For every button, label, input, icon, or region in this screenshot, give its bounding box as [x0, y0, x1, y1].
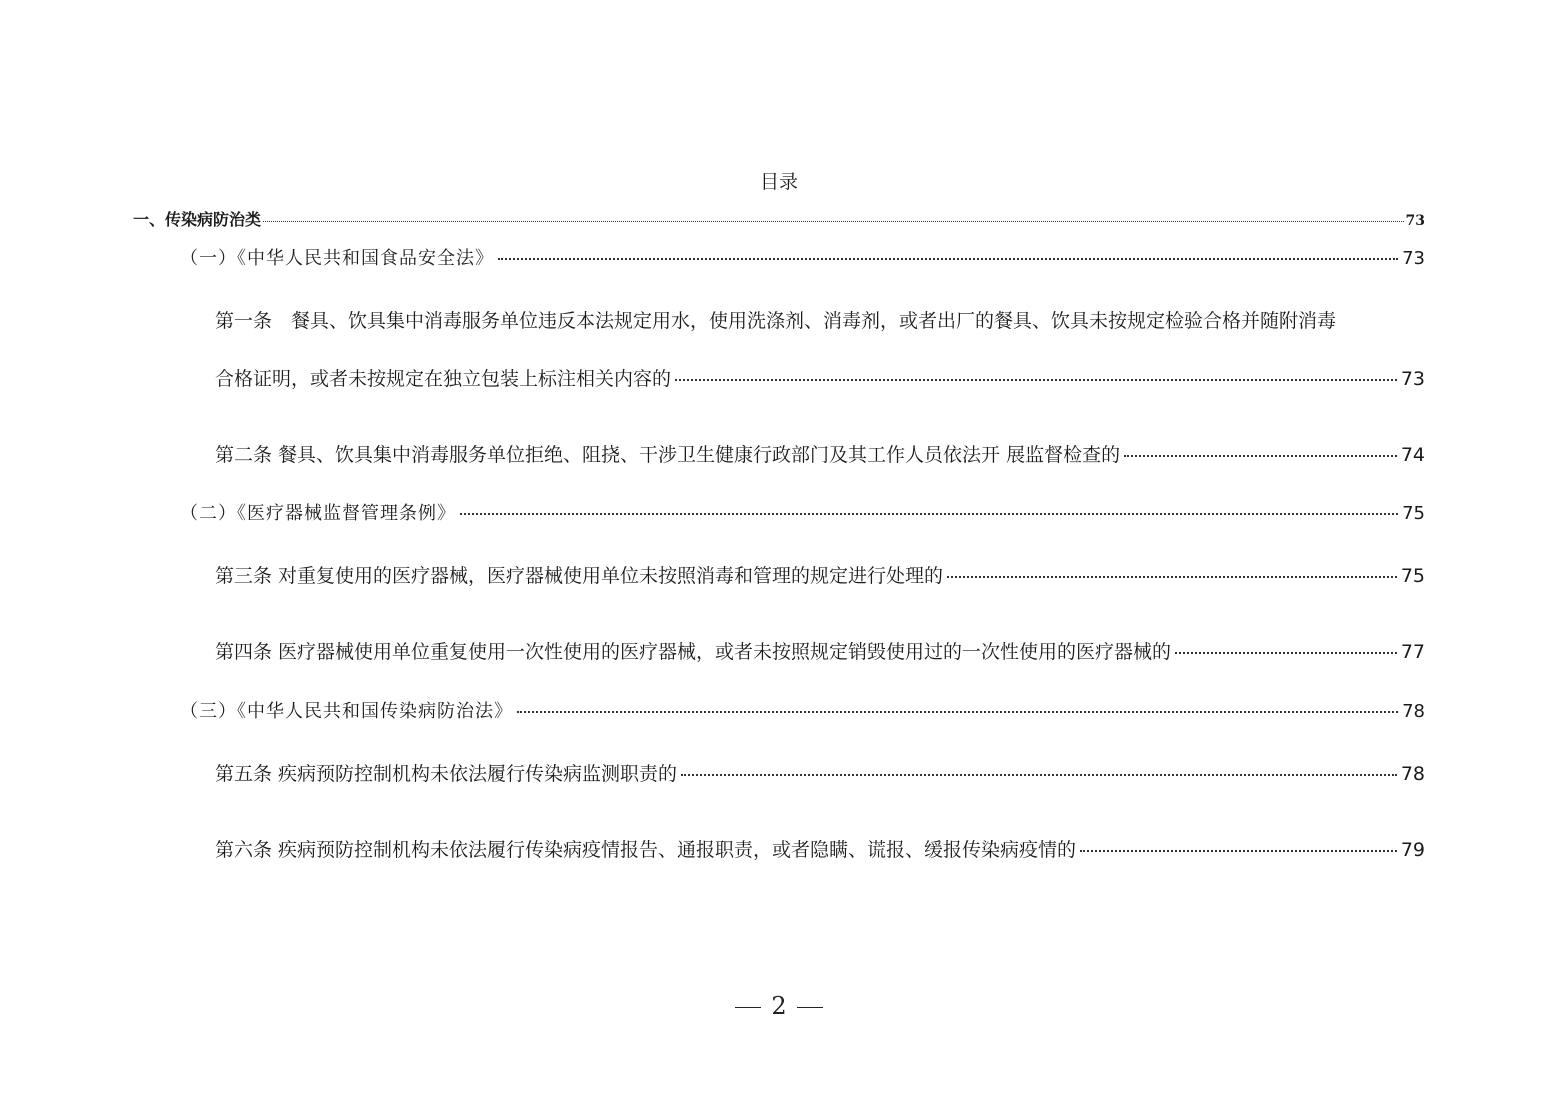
toc-entry-section-1[interactable] [133, 207, 1425, 230]
leader-dots [681, 774, 1397, 776]
toc-entry-label: 第四条 医疗器械使用单位重复使用一次性使用的医疗器械，或者未按照规定销毁使用过的一次性使用的医疗器械的 [215, 641, 1172, 663]
toc-entry-page: 75 [1400, 565, 1425, 587]
leader-dots [517, 711, 1398, 713]
leader-dots [1124, 455, 1397, 457]
toc-entry-label: （一）《中华人民共和国食品安全法》 [180, 248, 494, 269]
toc-entry-label: 第二条 餐具、饮具集中消毒服务单位拒绝、阻挠、干涉卫生健康行政部门及其工作人员依法开 展监督检查的 [215, 444, 1121, 466]
toc-entry-label: 第五条 疾病预防控制机构未依法履行传染病监测职责的 [215, 763, 678, 785]
footer-dash-right [797, 1007, 823, 1008]
toc-entry-law-1[interactable] [180, 244, 1425, 270]
toc-entry-law-2[interactable] [180, 499, 1425, 525]
page-footer [0, 992, 1558, 1020]
leader-dots [1175, 652, 1397, 654]
toc-entry-article-1[interactable] [215, 364, 1425, 391]
toc-entry-page: 73 [1402, 248, 1425, 269]
leader-dots [263, 221, 1404, 222]
toc-entry-label: （二）《医疗器械监督管理条例》 [180, 503, 456, 524]
toc-entry-label: 第六条 疾病预防控制机构未依法履行传染病疫情报告、通报职责，或者隐瞒、谎报、缓报传染病疫情的 [215, 839, 1077, 861]
leader-dots [1080, 850, 1397, 852]
leader-dots [498, 258, 1398, 260]
toc-entry-page: 75 [1402, 503, 1425, 524]
toc-entry-page: 73 [1405, 213, 1425, 229]
toc-entry-law-3[interactable] [180, 697, 1425, 723]
toc-entry-page: 77 [1400, 641, 1425, 663]
toc-entry-article-2[interactable] [215, 440, 1425, 467]
toc-entry-article-4[interactable] [215, 637, 1425, 664]
toc-entry-page: 73 [1400, 368, 1425, 390]
toc-entry-article-3[interactable] [215, 561, 1425, 588]
toc-title: 目录 [759, 171, 798, 193]
toc-entry-label: 第三条 对重复使用的医疗器械，医疗器械使用单位未按照消毒和管理的规定进行处理的 [215, 565, 944, 587]
toc-entry-article-1-line-1[interactable]: 第一条 餐具、饮具集中消毒服务单位违反本法规定用水，使用洗涤剂、消毒剂，或者出厂的餐具、饮具未按规定检验合格并随附消毒 [215, 310, 1337, 332]
toc-entry-page: 74 [1400, 444, 1425, 466]
toc-entry-label: 一、传染病防治类 [133, 210, 262, 229]
toc-entry-label: （三）《中华人民共和国传染病防治法》 [180, 701, 513, 722]
toc-entry-page: 79 [1400, 839, 1425, 861]
toc-entry-label: 合格证明，或者未按规定在独立包装上标注相关内容的 [215, 368, 672, 390]
toc-entry-article-5[interactable] [215, 759, 1425, 786]
toc-entry-page: 78 [1402, 701, 1425, 722]
toc-entry-article-6[interactable] [215, 835, 1425, 862]
leader-dots [675, 379, 1397, 381]
leader-dots [460, 513, 1398, 515]
toc-entry-page: 78 [1400, 763, 1425, 785]
page-number: 2 [771, 992, 787, 1020]
leader-dots [947, 576, 1397, 578]
footer-dash-left [735, 1007, 761, 1008]
